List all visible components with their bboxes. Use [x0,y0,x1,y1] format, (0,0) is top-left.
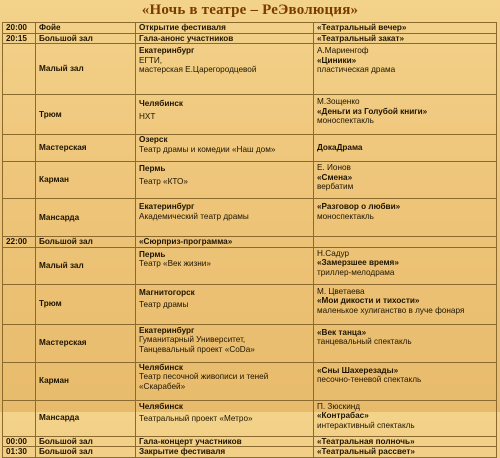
hall-cell: Большой зал [36,436,136,447]
play-title: «Деньги из Голубой книги» [317,106,428,116]
company-cell [136,362,314,400]
company-cell [136,95,314,135]
genre: пластическая драма [317,65,396,75]
genre: интерактивный спектакль [317,420,415,430]
event-cell: Гала-концерт участников [136,436,314,447]
play-cell [314,284,497,324]
hall-cell: Трюм [36,284,136,324]
table-row [3,95,497,135]
author: М. Цветаева [317,286,365,296]
company-detail: «Скарабей» [139,381,186,391]
hall-cell: Большой зал [36,237,136,248]
city: Челябинск [139,401,183,411]
play-cell [314,324,497,362]
author: Н.Садур [317,248,350,258]
table-row [3,324,497,362]
company: ЕГТИ, [139,55,163,65]
event-cell: Закрытие фестиваля [136,447,314,458]
schedule-table [2,22,497,458]
city: Озерск [139,135,168,145]
hall-cell: Большой зал [36,33,136,44]
hall-cell: Карман [36,162,136,199]
play-title: «Сны Шахерезады» [317,365,399,375]
city: Челябинск [139,362,183,372]
event-cell: Открытие фестиваля [136,23,314,34]
table-row [3,237,497,248]
company: Гуманитарный Университет, [139,335,246,345]
table-row [3,44,497,95]
time-cell: 00:00 [3,436,36,447]
time-cell: 20:00 [3,23,36,34]
hall-cell: Мансарда [36,400,136,436]
event-cell: «Сюрприз-программа» [136,237,314,248]
table-row [3,400,497,436]
company-cell [136,135,314,162]
play-cell [314,44,497,95]
city: Екатеринбург [139,202,195,212]
hall-cell: Трюм [36,95,136,135]
genre: триллер-мелодрама [317,267,395,277]
show-cell: «Театральный рассвет» [314,447,497,458]
table-row [3,247,497,284]
play-cell [314,400,497,436]
table-row [3,436,497,447]
play-cell [314,247,497,284]
hall-cell: Фойе [36,23,136,34]
genre: моноспектакль [317,116,374,126]
company-cell [136,400,314,436]
hall-cell: Мастерская [36,135,136,162]
event-cell: Гала-анонс участников [136,33,314,44]
company-detail: Танцевальный проект «CoDa» [139,344,255,354]
play-title: ДокаДрама [314,135,497,162]
hall-cell: Малый зал [36,44,136,95]
show-cell: «Театральный закат» [314,33,497,44]
genre: маленькое хулиганство в луче фонаря [317,305,465,315]
hall-cell: Карман [36,362,136,400]
table-row [3,135,497,162]
company-cell [136,284,314,324]
show-cell: «Театральный вечер» [314,23,497,34]
table-row [3,447,497,458]
city: Пермь [139,249,166,259]
company: Театр «КТО» [139,176,188,186]
company-cell [136,324,314,362]
author: П. Зюскинд [317,401,361,411]
author: Е. Ионов [317,163,351,173]
play-cell [314,362,497,400]
hall-cell: Мастерская [36,324,136,362]
company: Театральный проект «Метро» [139,414,253,424]
play-cell [314,95,497,135]
play-title: «Циники» [317,55,357,65]
company: Театр «Век жизни» [139,259,211,269]
hall-cell: Большой зал [36,447,136,458]
company: Театр драмы [139,300,189,310]
play-title: «Контрабас» [317,411,369,421]
city: Челябинск [139,99,183,109]
play-title: «Век танца» [317,327,367,337]
city: Пермь [139,164,166,174]
company: Академический театр драмы [139,211,249,221]
table-row [3,33,497,44]
play-title: «Замерзшее время» [317,258,399,268]
show-cell: «Театральная полночь» [314,436,497,447]
page-title: «Ночь в театре – РеЭволюция» [141,2,359,18]
genre: вербатим [317,182,354,192]
author: М.Зощенко [317,97,360,107]
city: Екатеринбург [139,46,195,56]
genre: песочно-теневой спектакль [317,375,422,385]
genre: моноспектакль [317,211,374,221]
table-row [3,162,497,199]
city: Екатеринбург [139,325,195,335]
company-cell [136,247,314,284]
play-cell [314,162,497,199]
play-title: «Мои дикости и тихости» [317,296,420,306]
hall-cell: Малый зал [36,247,136,284]
company-cell [136,199,314,237]
company: НХТ [139,111,156,121]
table-row [3,362,497,400]
time-cell: 20:15 [3,33,36,44]
author: А.Мариенгоф [317,46,369,56]
time-cell: 22:00 [3,237,36,248]
play-title: «Смена» [317,172,353,182]
play-title: «Разговор о любви» [317,202,401,212]
time-cell: 01:30 [3,447,36,458]
table-row [3,23,497,34]
play-cell [314,199,497,237]
company-cell [136,44,314,95]
company: Театр драмы и комедии «Наш дом» [139,144,276,154]
company: Театр песочной живописи и теней [139,372,269,382]
hall-cell: Мансарда [36,199,136,237]
company-detail: мастерская Е.Царегородцевой [139,65,257,75]
table-row [3,284,497,324]
city: Магнитогорск [139,287,195,297]
genre: танцевальный спектакль [317,337,412,347]
table-row [3,199,497,237]
company-cell [136,162,314,199]
